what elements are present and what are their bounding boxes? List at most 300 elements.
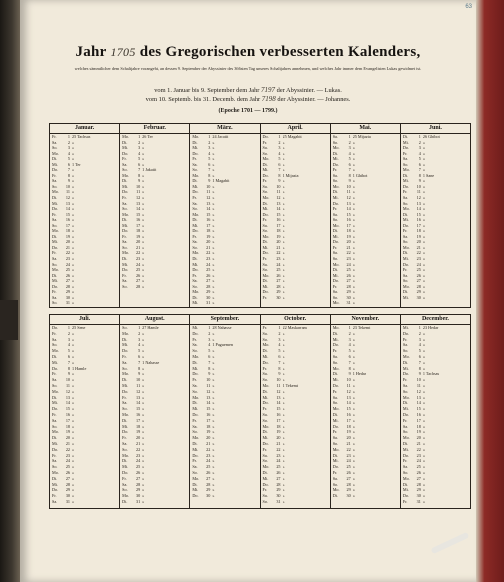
weekday: So. (122, 244, 128, 250)
weekday: Do. (332, 239, 339, 245)
weekday: Sa. (52, 498, 58, 504)
abyssinian-date: » (142, 244, 145, 250)
abyssinian-date: » (212, 189, 215, 195)
weekday: Di. (262, 469, 268, 475)
abyssinian-date: » (422, 417, 425, 423)
weekday: Sa. (262, 145, 268, 151)
day-number: 12 (276, 388, 281, 394)
day-number: 30 (276, 294, 281, 300)
abyssinian-date: » (72, 493, 75, 499)
day-number: 27 (416, 278, 421, 284)
abyssinian-date: » (142, 423, 145, 429)
abyssinian-date: » (282, 400, 285, 406)
day-number: 10 (135, 183, 141, 189)
day-number: 18 (276, 423, 281, 429)
weekday: Mi. (122, 464, 129, 470)
day-number: 28 (65, 283, 70, 289)
day-number: 10 (206, 377, 211, 383)
weekday: Sa. (122, 239, 128, 245)
day-number: 4 (348, 150, 351, 156)
weekday: Do. (192, 411, 199, 417)
day-number: 11 (346, 189, 351, 195)
day-number: 26 (416, 272, 421, 278)
weekday: So. (122, 406, 128, 412)
day-number: 21 (135, 244, 141, 250)
abyssinian-date: » (212, 365, 215, 371)
weekday: Do. (332, 464, 339, 470)
abyssinian-date: » (422, 406, 425, 412)
weekday: Fr. (262, 178, 268, 184)
weekday: Mo. (122, 211, 130, 217)
abyssinian-date: » (142, 452, 145, 458)
day-number: 16 (135, 411, 141, 417)
day-number: 25 (206, 464, 211, 470)
weekday: Di. (262, 348, 268, 354)
day-number: 4 (348, 342, 351, 348)
abyssinian-date: » (72, 336, 75, 342)
abyssinian-date: » (352, 359, 355, 365)
weekday: Di. (332, 330, 338, 336)
weekday: Do. (122, 150, 129, 156)
month-name: November. (331, 315, 400, 325)
abyssinian-date: » (422, 294, 425, 300)
abyssinian-date: » (282, 388, 285, 394)
weekday: Mo. (52, 348, 59, 354)
abyssinian-date: 1 Paguemen (212, 342, 233, 348)
abyssinian-date: » (142, 353, 145, 359)
day-number: 5 (138, 348, 141, 354)
weekday: Di. (52, 156, 58, 162)
abyssinian-date: » (212, 348, 215, 354)
day-number: 13 (416, 394, 421, 400)
weekday: Mi. (52, 200, 58, 206)
abyssinian-date: » (422, 365, 425, 371)
abyssinian-date: » (282, 498, 285, 504)
month-name: Juli. (50, 315, 119, 325)
day-number: 22 (65, 446, 70, 452)
day-number: 28 (416, 481, 421, 487)
abyssinian-date: » (72, 353, 75, 359)
abyssinian-date: » (212, 452, 215, 458)
abyssinian-date: » (422, 498, 425, 504)
weekday: Di. (262, 239, 268, 245)
day-row (261, 295, 330, 301)
day-number: 17 (346, 417, 351, 423)
day-number: 7 (418, 359, 421, 365)
day-number: 20 (276, 239, 281, 245)
abyssinian-date: » (282, 156, 285, 162)
weekday: Sa. (332, 394, 338, 400)
weekday: Mi. (332, 377, 339, 383)
abyssinian-date: » (212, 250, 215, 256)
day-number: 27 (135, 475, 141, 481)
day-number: 3 (418, 336, 421, 342)
abyssinian-date: » (352, 481, 355, 487)
weekday: Sa. (332, 475, 338, 481)
abyssinian-date: » (72, 348, 75, 354)
abyssinian-date: » (422, 211, 425, 217)
abyssinian-date: » (72, 167, 75, 173)
weekday: Mo. (52, 150, 59, 156)
day-number: 14 (206, 400, 211, 406)
abyssinian-date: » (72, 139, 75, 145)
abyssinian-date: » (352, 342, 355, 348)
weekday: So. (192, 244, 198, 250)
day-number: 14 (135, 206, 141, 212)
weekday: Mo. (122, 330, 130, 336)
weekday: Sa. (332, 435, 338, 441)
day-number: 11 (65, 189, 70, 195)
abyssinian-date: » (422, 353, 425, 359)
abyssinian-date: » (352, 294, 355, 300)
weekday: Mo. (262, 464, 270, 470)
day-number: 14 (135, 400, 141, 406)
abyssinian-date: » (422, 377, 425, 383)
weekday: Mo. (52, 388, 59, 394)
day-number: 25 (416, 267, 421, 273)
month-name: Januar. (50, 124, 119, 134)
weekday: Fr. (402, 458, 408, 464)
abyssinian-date: » (422, 145, 425, 151)
abyssinian-date: » (212, 330, 215, 336)
weekday: So. (262, 336, 268, 342)
weekday: So. (332, 217, 339, 223)
weekday: Do. (52, 446, 59, 452)
weekday: Mi. (402, 487, 409, 493)
weekday: Sa. (332, 250, 338, 256)
weekday: Do. (52, 206, 59, 212)
weekday: Sa. (192, 200, 198, 206)
abyssinian-date: » (422, 342, 425, 348)
weekday: Mi. (332, 195, 339, 201)
day-number: 21 (346, 244, 351, 250)
day-number: 27 (135, 278, 141, 284)
weekday: So. (192, 283, 198, 289)
weekday: Di. (122, 178, 128, 184)
day-number: 5 (208, 156, 211, 162)
day-number: 26 (276, 272, 281, 278)
weekday: Di. (262, 200, 268, 206)
abyssinian-date: » (212, 423, 215, 429)
month-name: August. (120, 315, 189, 325)
day-number: 26 (135, 469, 141, 475)
day-number: 22 (206, 250, 211, 256)
day-row (331, 300, 400, 306)
abyssinian-date: » (142, 139, 145, 145)
abyssinian-date: » (72, 458, 75, 464)
weekday: Mi. (402, 294, 409, 300)
abyssinian-date: » (352, 452, 355, 458)
day-number: 20 (65, 435, 70, 441)
day-number: 4 (138, 150, 141, 156)
weekday: Do. (402, 330, 410, 336)
day-number: 9 (138, 178, 141, 184)
day-number: 8 (418, 172, 421, 178)
day-number: 11 (136, 189, 141, 195)
day-number: 15 (276, 406, 281, 412)
weekday: Do. (122, 469, 129, 475)
weekday: Fr. (192, 233, 197, 239)
abyssinian-date: » (212, 429, 215, 435)
day-number: 6 (418, 161, 421, 167)
day-number: 27 (346, 475, 351, 481)
day-number: 19 (65, 233, 70, 239)
day-number: 27 (65, 278, 70, 284)
day-number: 12 (416, 195, 421, 201)
abyssinian-date: » (142, 475, 145, 481)
day-number: 25 (135, 464, 141, 470)
abyssinian-date: » (282, 371, 285, 377)
day-number: 25 (416, 464, 421, 470)
weekday: So. (52, 300, 58, 306)
weekday: So. (402, 429, 409, 435)
day-number: 23 (416, 256, 421, 262)
abyssinian-date: » (422, 278, 425, 284)
day-number: 20 (65, 239, 70, 245)
abyssinian-date: » (352, 139, 355, 145)
weekday: Do. (192, 189, 199, 195)
epoche-label: (Epoche 1701 — 1799.) (218, 108, 278, 114)
weekday: Di. (52, 272, 58, 278)
abyssinian-date: » (352, 272, 355, 278)
weekday: Fr. (122, 233, 127, 239)
weekday: Di. (122, 336, 128, 342)
abyssinian-date: » (212, 446, 215, 452)
weekday: Sa. (122, 200, 128, 206)
day-number: 2 (418, 330, 421, 336)
day-number: 29 (346, 487, 351, 493)
day-number: 10 (346, 377, 351, 383)
abyssinian-date: » (282, 429, 285, 435)
weekday: Mo. (192, 394, 200, 400)
weekday: So. (402, 469, 409, 475)
abyssinian-date: » (212, 261, 215, 267)
day-number: 23 (206, 256, 211, 262)
calendar-table-bottom (49, 314, 471, 509)
abyssinian-date: » (282, 359, 285, 365)
day-number: 25 (276, 267, 281, 273)
day-number: 21 (276, 244, 281, 250)
weekday: So. (262, 498, 268, 504)
weekday: Di. (262, 161, 268, 167)
day-number: 14 (346, 400, 351, 406)
abyssinian-date: » (282, 294, 285, 300)
era-line-2 (20, 95, 476, 103)
abyssinian-date: » (352, 183, 355, 189)
weekday: Do. (192, 150, 199, 156)
weekday: Mo. (122, 493, 130, 499)
weekday: Sa. (122, 278, 128, 284)
day-number: 1 (278, 325, 281, 330)
weekday: Sa. (52, 256, 58, 262)
month-column (190, 315, 260, 508)
abyssinian-date: » (142, 145, 145, 151)
day-number: 27 (206, 278, 211, 284)
abyssinian-date: » (212, 336, 215, 342)
day-number: 26 (65, 272, 70, 278)
weekday: Sa. (122, 359, 128, 365)
weekday: Fr. (332, 469, 338, 475)
abyssinian-date: » (282, 406, 285, 412)
day-number: 14 (416, 400, 421, 406)
abyssinian-date: » (422, 359, 425, 365)
day-number: 25 (135, 267, 141, 273)
weekday: Sa. (192, 464, 198, 470)
day-number: 15 (346, 406, 351, 412)
abyssinian-date: » (282, 267, 285, 273)
day-number: 15 (65, 406, 70, 412)
weekday: So. (52, 261, 58, 267)
abyssinian-date: » (282, 493, 285, 499)
abyssinian-date: » (212, 481, 215, 487)
abyssinian-date: » (422, 411, 425, 417)
abyssinian-date: » (352, 377, 355, 383)
day-number: 14 (206, 206, 211, 212)
day-number: 27 (346, 278, 351, 284)
abyssinian-date: » (142, 261, 145, 267)
day-number: 21 (416, 440, 421, 446)
weekday: So. (332, 294, 339, 300)
abyssinian-date: » (72, 498, 75, 504)
day-number: 23 (135, 452, 141, 458)
day-number: 18 (206, 423, 211, 429)
weekday: Fr. (52, 330, 57, 336)
abyssinian-date: » (212, 382, 215, 388)
weekday: Mo. (262, 233, 270, 239)
abyssinian-date: » (212, 172, 215, 178)
day-number: 20 (346, 239, 351, 245)
abyssinian-date: » (422, 452, 425, 458)
day-number: 16 (206, 217, 211, 223)
weekday: Di. (192, 440, 198, 446)
abyssinian-date: » (422, 228, 425, 234)
weekday: Do. (262, 359, 269, 365)
weekday: Mi. (402, 325, 409, 330)
day-number: 15 (135, 406, 141, 412)
day-number: 17 (135, 417, 141, 423)
day-number: 13 (276, 200, 281, 206)
day-number: 10 (276, 377, 281, 383)
abyssinian-date: » (422, 250, 425, 256)
month-column (331, 315, 401, 508)
day-number: 31 (135, 498, 141, 504)
abyssinian-date: » (352, 217, 355, 223)
day-number: 2 (348, 139, 351, 145)
era-line-2-text: vom 10. Septemb. bis 31. Decemb. dem Jahr (145, 96, 261, 103)
weekday: So. (262, 189, 268, 195)
abyssinian-date: 1 Ter (72, 161, 81, 167)
abyssinian-date: » (282, 348, 285, 354)
abyssinian-date: 24 Jacatit (212, 134, 229, 139)
day-number: 8 (67, 365, 70, 371)
day-number: 25 (65, 464, 70, 470)
weekday: Fr. (192, 377, 197, 383)
day-number: 27 (206, 475, 211, 481)
weekday: Do. (262, 172, 269, 178)
weekday: Sa. (262, 222, 268, 228)
abyssinian-date: » (422, 283, 425, 289)
abyssinian-date: » (422, 475, 425, 481)
day-number: 15 (206, 406, 211, 412)
weekday: Mi. (122, 183, 129, 189)
day-number: 18 (416, 423, 421, 429)
weekday: Do. (122, 189, 129, 195)
abyssinian-date: » (142, 371, 145, 377)
abyssinian-date: » (212, 487, 215, 493)
abyssinian-date: » (352, 400, 355, 406)
abyssinian-date: » (212, 256, 215, 262)
day-number: 4 (278, 342, 281, 348)
weekday: Mi. (192, 325, 199, 330)
weekday: Do. (122, 388, 129, 394)
month-name: Februar. (120, 124, 189, 134)
day-number: 3 (348, 145, 351, 151)
day-number: 2 (278, 330, 281, 336)
weekday: Do. (192, 493, 199, 499)
day-number: 29 (206, 487, 211, 493)
weekday: Fr. (52, 371, 57, 377)
day-number: 23 (276, 256, 281, 262)
weekday: Mo. (192, 172, 200, 178)
day-number: 14 (65, 206, 70, 212)
weekday: Di. (402, 134, 409, 139)
abyssinian-date: » (142, 267, 145, 273)
weekday: Fr. (52, 289, 57, 295)
abyssinian-date: » (282, 423, 285, 429)
weekday: Sa. (262, 261, 268, 267)
day-number: 8 (418, 365, 421, 371)
abyssinian-date: » (282, 411, 285, 417)
month-column (261, 315, 331, 508)
abyssinian-date: » (142, 336, 145, 342)
abyssinian-date: » (72, 481, 75, 487)
abyssinian-date: » (352, 406, 355, 412)
abyssinian-date: » (282, 261, 285, 267)
day-number: 28 (135, 283, 141, 289)
day-number: 19 (135, 429, 141, 435)
abyssinian-date: » (282, 342, 285, 348)
abyssinian-date: » (282, 336, 285, 342)
abyssinian-date: » (352, 336, 355, 342)
day-number: 6 (418, 353, 421, 359)
abyssinian-date: » (352, 200, 355, 206)
abyssinian-date: » (282, 206, 285, 212)
day-number: 18 (346, 228, 351, 234)
day-number: 16 (416, 217, 421, 223)
day-number: 24 (346, 458, 351, 464)
abyssinian-date: » (142, 211, 145, 217)
day-number: 5 (278, 156, 281, 162)
weekday: Sa. (192, 239, 198, 245)
abyssinian-date: » (72, 446, 75, 452)
day-number: 31 (416, 498, 421, 504)
abyssinian-date: » (282, 178, 285, 184)
weekday: Mo. (122, 250, 130, 256)
day-number: 28 (65, 481, 70, 487)
abyssinian-date: » (422, 487, 425, 493)
day-number: 1 (208, 134, 211, 139)
abyssinian-date: » (212, 353, 215, 359)
abyssinian-date: » (72, 464, 75, 470)
weekday: Sa. (262, 183, 268, 189)
weekday: Di. (192, 294, 198, 300)
weekday: Di. (122, 417, 128, 423)
abyssinian-date: » (142, 239, 145, 245)
day-number: 18 (65, 423, 70, 429)
era-line-1-text: vom 1. Januar bis 9. September dem Jahr (154, 87, 260, 94)
day-number: 16 (276, 217, 281, 223)
abyssinian-date: » (282, 211, 285, 217)
